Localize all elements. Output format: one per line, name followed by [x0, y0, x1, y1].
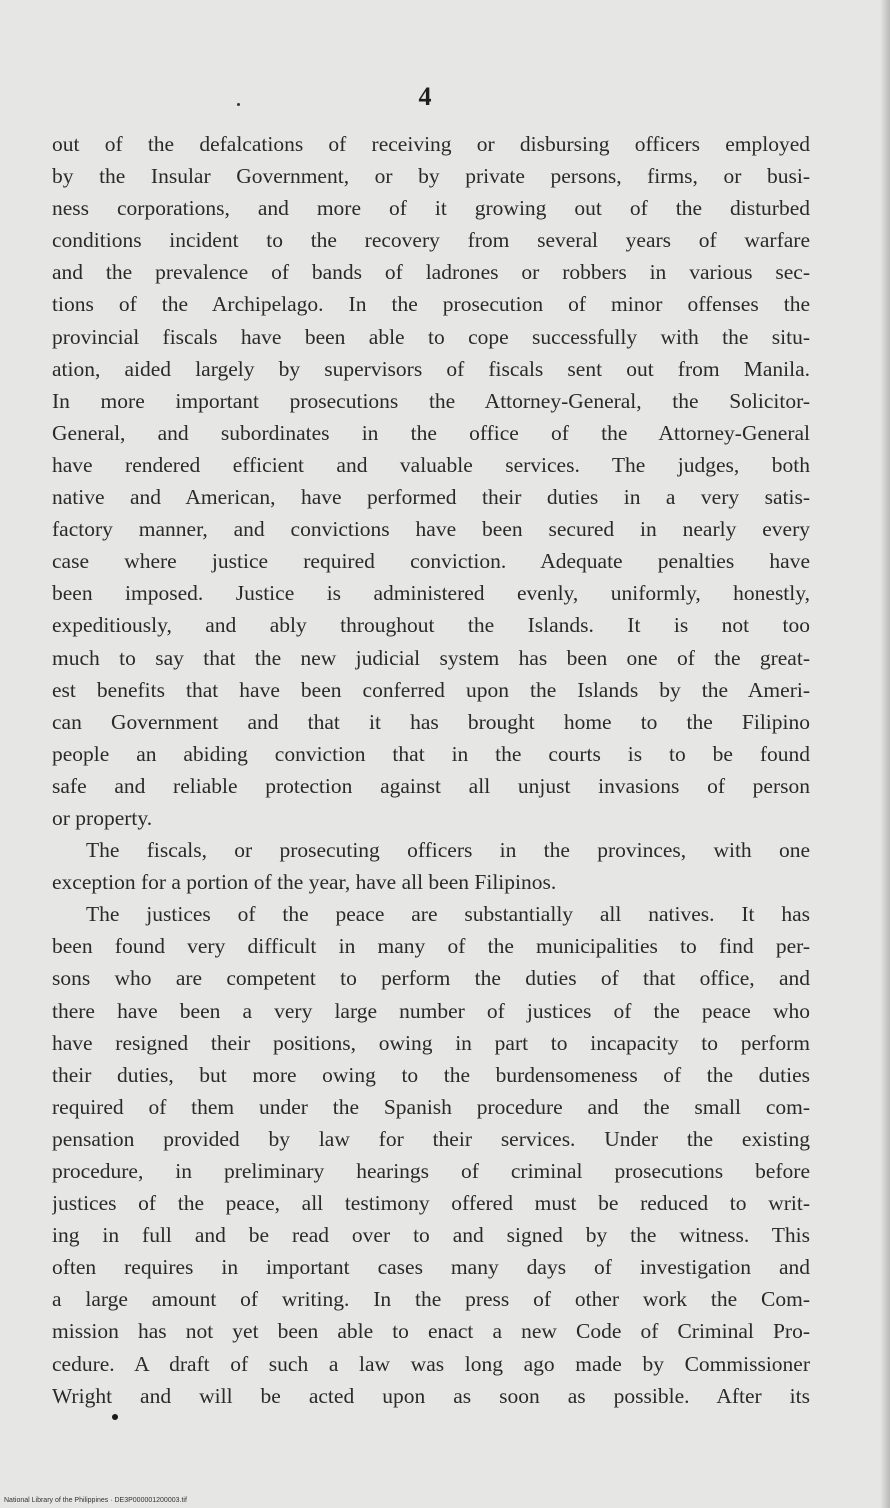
- text-line: factory manner, and convictions have been secured in nearly every: [52, 517, 810, 542]
- text-line: people an abiding conviction that in the courts is to be found: [52, 741, 810, 766]
- text-line: often requires in important cases many days of investigation and: [52, 1255, 810, 1280]
- text-line: justices of the peace, all testimony offered must be reduced to writ-: [52, 1191, 810, 1216]
- text-line: been found very difficult in many of the municipalities to find per-: [52, 934, 810, 959]
- text-line: General, and subordinates in the office of the Attorney-General: [52, 420, 810, 445]
- text-line: been imposed. Justice is administered evenly, uniformly, honestly,: [52, 581, 810, 606]
- text-line: mission has not yet been able to enact a new Code of Criminal Pro-: [52, 1319, 810, 1344]
- page-edge-shadow: [880, 0, 890, 1508]
- text-line: pensation provided by law for their services. Under the existing: [52, 1126, 810, 1151]
- footer-credit: National Library of the Philippines · DE3P000001200003.tif: [4, 1497, 187, 1504]
- body-text: [52, 128, 810, 1412]
- text-line: safe and reliable protection against all unjust invasions of person: [52, 773, 810, 798]
- text-line: have resigned their positions, owing in part to incapacity to perform: [52, 1030, 810, 1055]
- text-line: ing in full and be read over to and signed by the witness. This: [52, 1223, 810, 1248]
- text-line: and the prevalence of bands of ladrones or robbers in various sec-: [52, 260, 810, 285]
- text-line: much to say that the new judicial system has been one of the great-: [52, 645, 810, 670]
- text-line: there have been a very large number of justices of the peace who: [52, 998, 810, 1023]
- bullet-mark: [112, 1414, 118, 1420]
- text-line: by the Insular Government, or by private persons, firms, or busi-: [52, 164, 810, 189]
- text-line: can Government and that it has brought home to the Filipino: [52, 709, 810, 734]
- text-line: tions of the Archipelago. In the prosecution of minor offenses the: [52, 292, 810, 317]
- text-line: native and American, have performed their duties in a very satis-: [52, 485, 810, 510]
- text-line: their duties, but more owing to the burdensomeness of the duties: [52, 1062, 810, 1087]
- text-line: conditions incident to the recovery from several years of warfare: [52, 228, 810, 253]
- page-number: 4: [418, 82, 432, 111]
- text-line: ness corporations, and more of it growing out of the disturbed: [52, 196, 810, 221]
- text-line: sons who are competent to perform the duties of that office, and: [52, 966, 810, 991]
- text-line: or property.: [52, 805, 153, 830]
- text-line: cedure. A draft of such a law was long ago made by Commissioner: [52, 1351, 810, 1376]
- text-line: required of them under the Spanish procedure and the small com-: [52, 1094, 810, 1119]
- text-line: have rendered efficient and valuable services. The judges, both: [52, 452, 810, 477]
- text-line: In more important prosecutions the Attorney-General, the Solicitor-: [52, 388, 810, 413]
- text-line: The justices of the peace are substantially all natives. It has: [86, 902, 810, 927]
- text-line: expeditiously, and ably throughout the Islands. It is not too: [52, 613, 810, 638]
- text-line: exception for a portion of the year, have all been Filipinos.: [52, 870, 557, 895]
- text-line: est benefits that have been conferred upon the Islands by the Ameri-: [52, 677, 810, 702]
- text-line: out of the defalcations of receiving or disbursing officers employed: [52, 132, 810, 156]
- text-line: ation, aided largely by supervisors of fiscals sent out from Manila.: [52, 356, 810, 381]
- text-line: case where justice required conviction. Adequate penalties have: [52, 549, 810, 574]
- text-line: Wright and will be acted upon as soon as possible. After its: [52, 1383, 810, 1408]
- text-line: a large amount of writing. In the press of other work the Com-: [52, 1287, 810, 1312]
- text-line: procedure, in preliminary hearings of criminal prosecutions before: [52, 1159, 810, 1183]
- text-line: The fiscals, or prosecuting officers in the provinces, with one: [86, 838, 810, 863]
- text-line: provincial fiscals have been able to cope successfully with the situ-: [52, 324, 810, 349]
